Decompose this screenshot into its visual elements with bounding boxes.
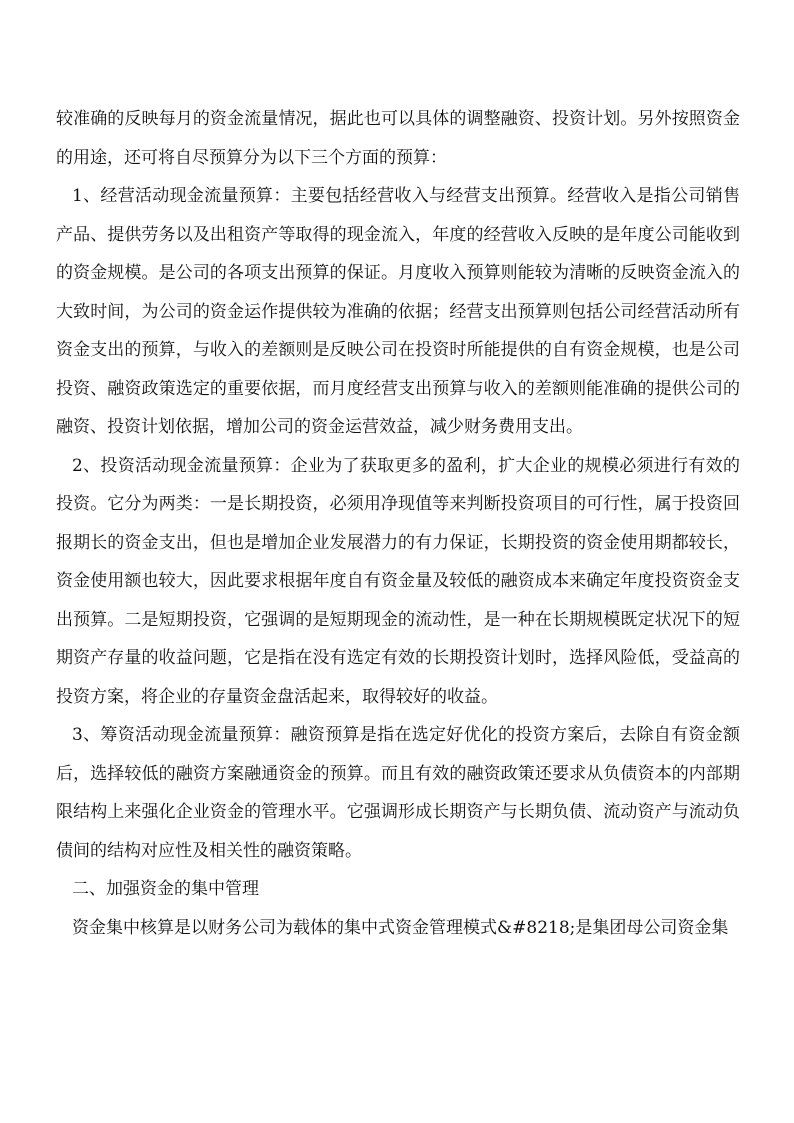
document-body	[56, 100, 740, 947]
section-heading-centralized-management: 二、加强资金的集中管理	[72, 879, 259, 899]
paragraph-financing-cash-flow-budget: 3、筹资活动现金流量预算：融资预算是指在选定好优化的投资方案后，去除自有资金额后，选择较低的融资方案融通资金的预算。而且有效的融资政策还要求从负债资本的内部期限结构上来强化企业资金的管理水平。它强调形成长期资产与长期负债、流动资产与流动负债间的结构对应性及相关性的融资策略。	[56, 725, 740, 861]
paragraph-operating-cash-flow-budget: 1、经营活动现金流量预算：主要包括经营收入与经营支出预算。经营收入是指公司销售产品、提供劳务以及出租资产等取得的现金流入，年度的经营收入反映的是年度公司能收到的资金规模。是公司的各项支出预算的保证。月度收入预算则能较为清晰的反映资金流入的大致时间，为公司的资金运作提供较为准确的依据；经营支出预算则包括公司经营活动所有资金支出的预算，与收入的差额则是反映公司在投资时所能提供的自有资金规模，也是公司投资、融资政策选定的重要依据，而月度经营支出预算与收入的差额则能准确的提供公司的融资、投资计划依据，增加公司的资金运营效益，减少财务费用支出。	[56, 186, 740, 437]
paragraph-intro-continuation: 较准确的反映每月的资金流量情况，据此也可以具体的调整融资、投资计划。另外按照资金的用途，还可将自尽预算分为以下三个方面的预算：	[56, 109, 740, 168]
paragraph-centralized-accounting: 资金集中核算是以财务公司为载体的集中式资金管理模式&#8218;是集团母公司资金集	[72, 917, 729, 938]
paragraph-investing-cash-flow-budget: 2、投资活动现金流量预算：企业为了获取更多的盈利，扩大企业的规模必须进行有效的投资。它分为两类：一是长期投资，必须用净现值等来判断投资项目的可行性，属于投资回报期长的资金支出，但也是增加企业发展潜力的有力保证，长期投资的资金使用期都较长，资金使用额也较大，因此要求根据年度自有资金量及较低的融资成本来确定年度投资资金支出预算。二是短期投资，它强调的是短期现金的流动性，是一种在长期规模既定状况下的短期资产存量的收益问题，它是指在没有选定有效的长期投资计划时，选择风险低，受益高的投资方案，将企业的存量资金盘活起来，取得较好的收益。	[56, 455, 740, 707]
